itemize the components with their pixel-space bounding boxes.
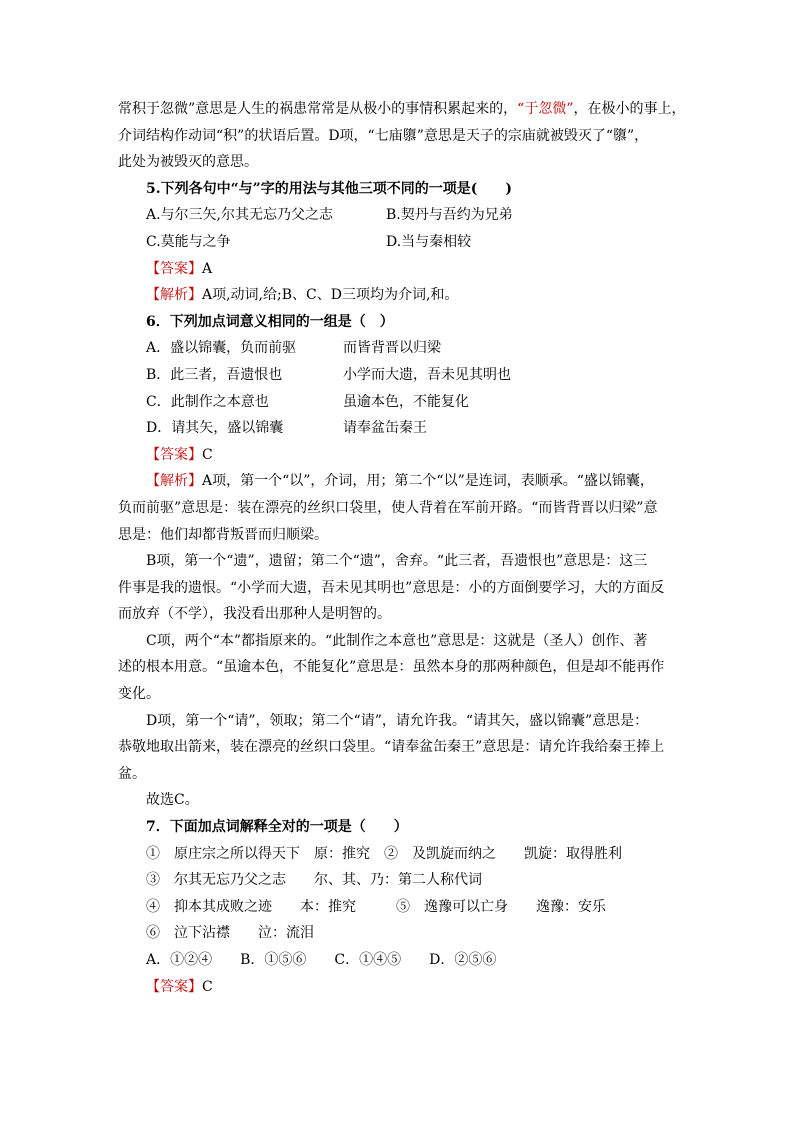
option-c: C.莫能与之争	[146, 233, 231, 250]
question-6-answer	[118, 442, 678, 469]
question-7-items-4-5: ④ 抑本其成败之迹 本：推究 ⑤ 逸豫可以亡身 逸豫：安乐	[146, 898, 606, 915]
question-6-analysis-a-1: 【解析】A项，第一个“以”，介词，用；第二个“以”是连词，表顺承。“盛以锦囊，	[146, 473, 654, 490]
question-6-conclusion: 故选C。	[146, 792, 199, 809]
question-7-item-6: ⑥ 泣下沾襟 泣：流泪	[146, 925, 314, 942]
question-5-analysis: 【解析】A项,动词,给;B、C、D三项均为介词,和。	[146, 287, 459, 304]
question-6-option-d: D．请其矢，盛以锦囊 请奉盆缶秦王	[146, 420, 427, 437]
question-6-option-a: A．盛以锦囊，负而前驱 而皆背晋以归梁	[146, 340, 441, 357]
option-a: A.与尔三矢,尔其无忘乃父之志	[146, 207, 334, 224]
question-5-answer	[118, 256, 678, 283]
question-7-item-3: ③ 尔其无忘乃父之志 尔、其、乃：第二人称代词	[146, 872, 482, 889]
question-6-analysis-a-2: 负而前驱”意思是：装在漂亮的丝织口袋里，使人背着在军前开路。“而皆背晋以归梁”意	[118, 499, 658, 516]
question-6-analysis-d-3: 盆。	[118, 765, 146, 782]
option-b: B.契丹与吾约为兄弟	[386, 207, 513, 224]
question-6-analysis-b-3: 而放弃（不学），我没看出那种人是明智的。	[118, 606, 391, 623]
question-7-choices: A．①②④ B．①⑤⑥ C．①④⑤ D．②⑤⑥	[146, 952, 497, 968]
question-7-stem: 7．下面加点词解释全对的一项是（ ）	[146, 819, 408, 836]
question-5-options-ab	[118, 202, 678, 229]
question-6-analysis-c-3: 变化。	[118, 686, 160, 703]
analysis-tag: 【解析】	[146, 287, 202, 304]
intro-line-3: 此处为被毁灭的意思。	[118, 154, 258, 171]
question-6-analysis-c-2: 述的根本用意。“虽逾本色，不能复化”意思是：虽然本身的那两种颜色，但是却不能再作	[118, 659, 665, 676]
question-6-analysis-d-1: D项，第一个“请”，领取；第二个“请”，请允许我。“请其矢，盛以锦囊”意思是：	[146, 712, 649, 729]
question-6-option-b: B．此三者，吾遗恨也 小学而大遗，吾未见其明也	[146, 366, 511, 383]
analysis-tag: 【解析】	[146, 473, 202, 490]
answer-tag: 【答案】	[146, 446, 202, 463]
answer-tag: 【答案】	[146, 260, 202, 277]
question-6-analysis-d-2: 恭敬地取出箭来，装在漂亮的丝织口袋里。“请奉盆缶秦王”意思是：请允许我给秦王捧上	[118, 739, 665, 756]
question-5-stem: 5.下列各句中“与”字的用法与其他三项不同的一项是( )	[146, 180, 512, 197]
question-6-stem: 6．下列加点词意义相同的一组是（ ）	[146, 313, 394, 330]
question-7-items-1-2: ① 原庄宗之所以得天下 原：推究 ② 及凯旋而纳之 凯旋：取得胜利	[146, 845, 622, 862]
question-6-analysis-a-3: 思是：他们却都背叛晋而归顺梁。	[118, 526, 328, 543]
question-6-analysis-c-1: C项，两个“本”都指原来的。“此制作之本意也”意思是：这就是（圣人）创作、著	[146, 632, 648, 649]
question-6-analysis-b-1: B项，第一个“遗”，遗留；第二个“遗”，舍弃。“此三者，吾遗恨也”意思是：这三	[146, 553, 648, 570]
question-5-options-cd	[118, 229, 678, 256]
question-6-option-c: C．此制作之本意也 虽逾本色，不能复化	[146, 393, 469, 410]
highlight-text: “于忽微”	[517, 101, 574, 117]
answer-tag: 【答案】	[146, 978, 202, 995]
intro-line-1: 常积于忽微”意思是人生的祸患常常是从极小的事情积累起来的，“于忽微”，在极小的事上，	[118, 101, 686, 117]
option-d: D.当与秦相较	[386, 233, 472, 250]
question-7-answer	[118, 974, 678, 1001]
answer-value: C	[202, 446, 213, 463]
intro-line-2: 介词结构作动词“积”的状语后置。D项，“七庙隳”意思是天子的宗庙就被毁灭了“隳”，	[118, 127, 649, 144]
answer-value: A	[202, 260, 213, 277]
question-6-analysis-b-2: 件事是我的遗恨。“小学而大遗，吾未见其明也”意思是：小的方面倒要学习，大的方面反	[118, 579, 665, 596]
answer-value: C	[202, 978, 213, 995]
document-page	[118, 96, 686, 1000]
